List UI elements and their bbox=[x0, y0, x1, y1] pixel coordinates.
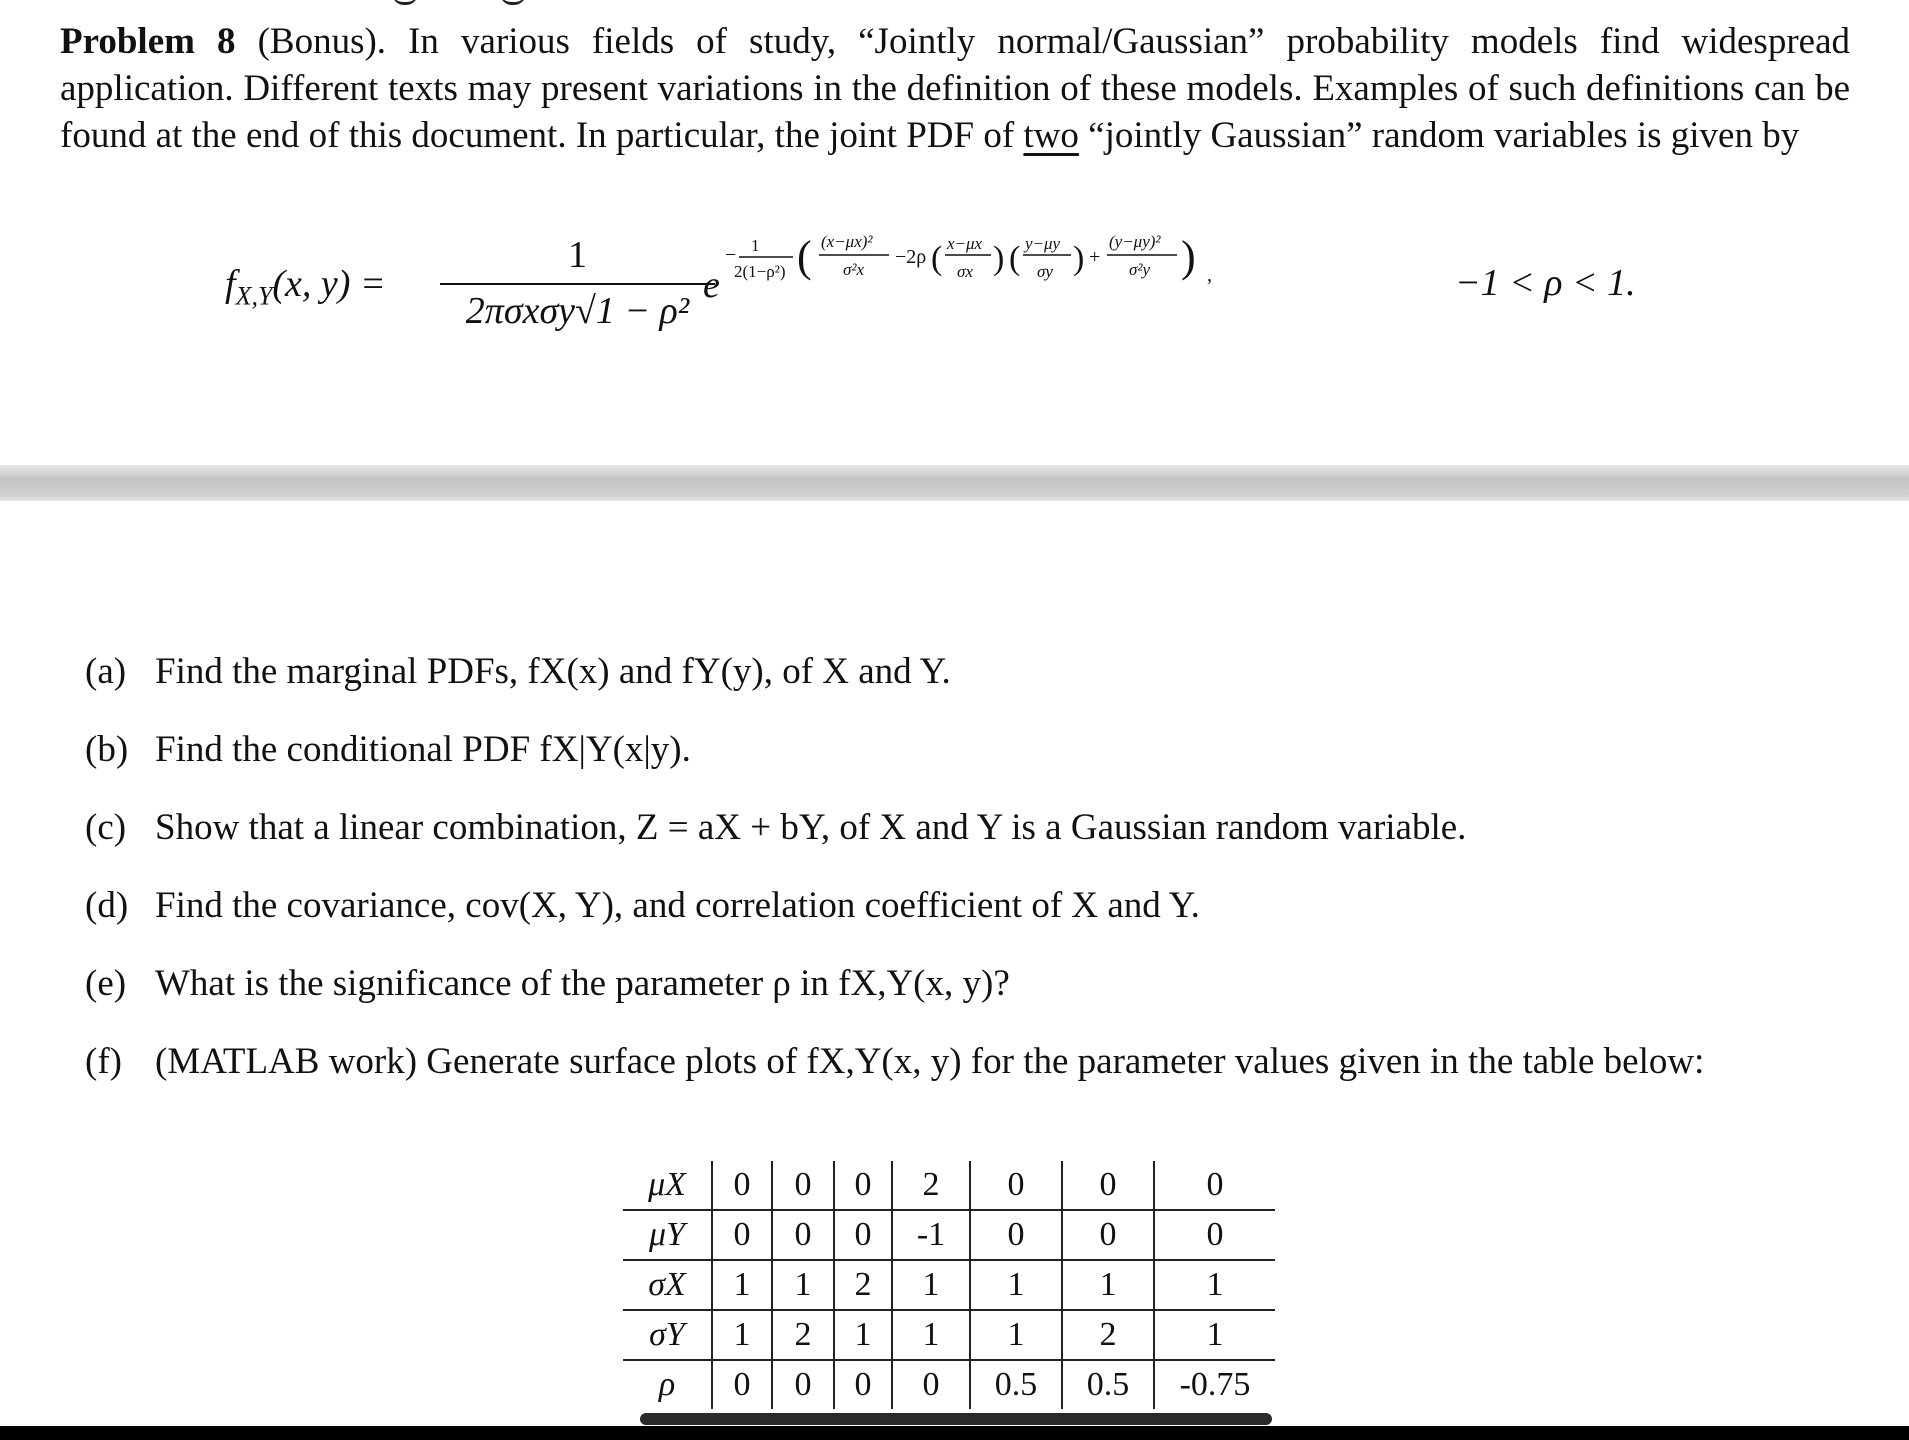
table-cell: 2 bbox=[1062, 1310, 1154, 1360]
normalizing-fraction bbox=[440, 233, 715, 333]
equation-lhs: $f_{X,Y}(x$, y) = bbox=[225, 263, 386, 311]
table-cell: 0 bbox=[834, 1161, 892, 1210]
svg-text:2(1−ρ²): 2(1−ρ²) bbox=[734, 262, 786, 281]
table-cell: 0 bbox=[712, 1210, 772, 1260]
table-cell: 1 bbox=[1154, 1260, 1275, 1310]
cropped-previous-line bbox=[380, 0, 600, 6]
svg-text:(: ( bbox=[797, 232, 812, 281]
table-cell: 0 bbox=[892, 1360, 970, 1409]
table-cell: 0 bbox=[970, 1210, 1062, 1260]
table-cell: 0 bbox=[834, 1210, 892, 1260]
svg-text:x−μx: x−μx bbox=[947, 234, 983, 253]
table-cell: 1 bbox=[712, 1260, 772, 1310]
table-row-header: ρ bbox=[623, 1360, 712, 1409]
problem-statement bbox=[60, 18, 1850, 159]
fraction-denominator: 2πσxσy√1 − ρ² bbox=[465, 290, 690, 332]
problem-text-part1: In various fields of study, “Jointly normal/Gaussian” probability models find widespread application. Different texts may present variations in the definition of these models. Examples of such definitions can be found at the end of this document. In particular, the joint PDF of bbox=[60, 21, 1850, 156]
svg-text:σ²y: σ²y bbox=[1129, 260, 1151, 279]
svg-text:): ) bbox=[1073, 240, 1085, 277]
problem-page-parts: (a) Find the marginal PDFs, fX(x) and fY(y), of X and Y. (b) Find the conditional PDF fX|Y(x|y). (c) Show that a linear combination, Z = aX + bY, of X and Y is a Gaussian random variable. (d) Find the covariance, cov(X, Y), and correlation coefficient of X and Y. (e) What is the significance of the parameter ρ in fX,Y(x, y)? (f) (MATLAB work) Generate surface plots of fX,Y(x, y) for the parameter values given in the table below: μX 0 0 0 2 0 0 0 μY 0 0 0 -1 0 0 0 σX 1 1 2 1 1 1 1 σY 1 2 1 1 1 2 1 ρ 0 0 0 0 0.5 0.5 -0.75 bbox=[0, 501, 1909, 1426]
bottom-bar bbox=[0, 1426, 1909, 1440]
table-cell: 0 bbox=[772, 1161, 834, 1210]
svg-text:(x−μx)²: (x−μx)² bbox=[821, 232, 873, 251]
table-row bbox=[623, 1310, 1275, 1360]
problem-title: Problem 8 bbox=[60, 21, 236, 62]
table-cell: 0 bbox=[712, 1360, 772, 1409]
svg-text:,: , bbox=[1207, 264, 1212, 286]
table-cell: 0 bbox=[834, 1360, 892, 1409]
parameter-table bbox=[623, 1161, 1275, 1409]
svg-text:+: + bbox=[1089, 246, 1101, 268]
part-e-text: What is the significance of the parameter ρ in fX,Y(x, y)? bbox=[155, 963, 1010, 1004]
table-cell: 0 bbox=[1062, 1161, 1154, 1210]
part-b-text: Find the conditional PDF fX|Y(x|y). bbox=[155, 729, 691, 770]
exponent-expression bbox=[725, 225, 1445, 305]
table-row bbox=[623, 1360, 1275, 1409]
table-cell: 1 bbox=[892, 1260, 970, 1310]
table-cell: 0 bbox=[970, 1161, 1062, 1210]
svg-text:(: ( bbox=[1009, 240, 1021, 277]
table-cell: 1 bbox=[1154, 1310, 1275, 1360]
table-cell: 0 bbox=[772, 1210, 834, 1260]
svg-text:−2ρ: −2ρ bbox=[895, 246, 927, 268]
fraction-numerator: 1 bbox=[568, 234, 587, 276]
table-cell: 0 bbox=[712, 1161, 772, 1210]
table-row-header: σY bbox=[623, 1310, 712, 1360]
table-cell: 2 bbox=[772, 1310, 834, 1360]
table-row-header: μY bbox=[623, 1210, 712, 1260]
svg-text:): ) bbox=[1181, 232, 1196, 281]
underlined-two: two bbox=[1023, 115, 1079, 156]
table-cell: 0 bbox=[1062, 1210, 1154, 1260]
svg-text:σx: σx bbox=[957, 262, 973, 281]
table-cell: 0 bbox=[1154, 1210, 1275, 1260]
exponential-base: e bbox=[703, 264, 720, 306]
svg-text:σ²x: σ²x bbox=[843, 260, 865, 279]
table-cell: 0 bbox=[1154, 1161, 1275, 1210]
table-row bbox=[623, 1260, 1275, 1310]
part-f-text: (MATLAB work) Generate surface plots of fX,Y(x, y) for the parameter values given in the table below: bbox=[155, 1041, 1705, 1082]
page-separator bbox=[0, 465, 1909, 501]
svg-text:1: 1 bbox=[751, 236, 760, 255]
table-cell: 0 bbox=[772, 1360, 834, 1409]
svg-text:−: − bbox=[725, 244, 737, 266]
problem-page-top bbox=[0, 0, 1909, 465]
table-cell: 1 bbox=[970, 1260, 1062, 1310]
table-row bbox=[623, 1210, 1275, 1260]
table-cell: 1 bbox=[712, 1310, 772, 1360]
table-cell: 1 bbox=[834, 1310, 892, 1360]
svg-text:(y−μy)²: (y−μy)² bbox=[1109, 232, 1161, 251]
table-cell: 2 bbox=[834, 1260, 892, 1310]
part-c-text: Show that a linear combination, Z = aX + bY, of X and Y is a Gaussian random variable. bbox=[155, 807, 1467, 848]
table-row-header: σX bbox=[623, 1260, 712, 1310]
scroll-indicator bbox=[640, 1413, 1272, 1425]
table-cell: 0.5 bbox=[1062, 1360, 1154, 1409]
table-cell: 0.5 bbox=[970, 1360, 1062, 1409]
part-a-text: Find the marginal PDFs, fX(x) and fY(y), of X and Y. bbox=[155, 651, 951, 692]
table-cell: 2 bbox=[892, 1161, 970, 1210]
table-cell: 1 bbox=[970, 1310, 1062, 1360]
table-cell: 1 bbox=[772, 1260, 834, 1310]
rho-constraint: −1 < ρ < 1. bbox=[1455, 262, 1636, 304]
table-cell: 1 bbox=[1062, 1260, 1154, 1310]
svg-text:σy: σy bbox=[1037, 262, 1053, 281]
joint-pdf-equation bbox=[0, 225, 1909, 355]
svg-text:): ) bbox=[993, 240, 1005, 277]
part-d-text: Find the covariance, cov(X, Y), and correlation coefficient of X and Y. bbox=[155, 885, 1200, 926]
table-row-header: μX bbox=[623, 1161, 712, 1210]
table-cell: -0.75 bbox=[1179, 1366, 1251, 1403]
svg-text:(: ( bbox=[931, 240, 943, 277]
table-row bbox=[623, 1161, 1275, 1210]
svg-text:y−μy: y−μy bbox=[1025, 234, 1061, 253]
problem-text-part2: “jointly Gaussian” random variables is given by bbox=[1088, 115, 1800, 156]
problem-tag: (Bonus). bbox=[257, 21, 387, 62]
table-cell: 1 bbox=[892, 1310, 970, 1360]
table-cell: -1 bbox=[892, 1210, 970, 1260]
